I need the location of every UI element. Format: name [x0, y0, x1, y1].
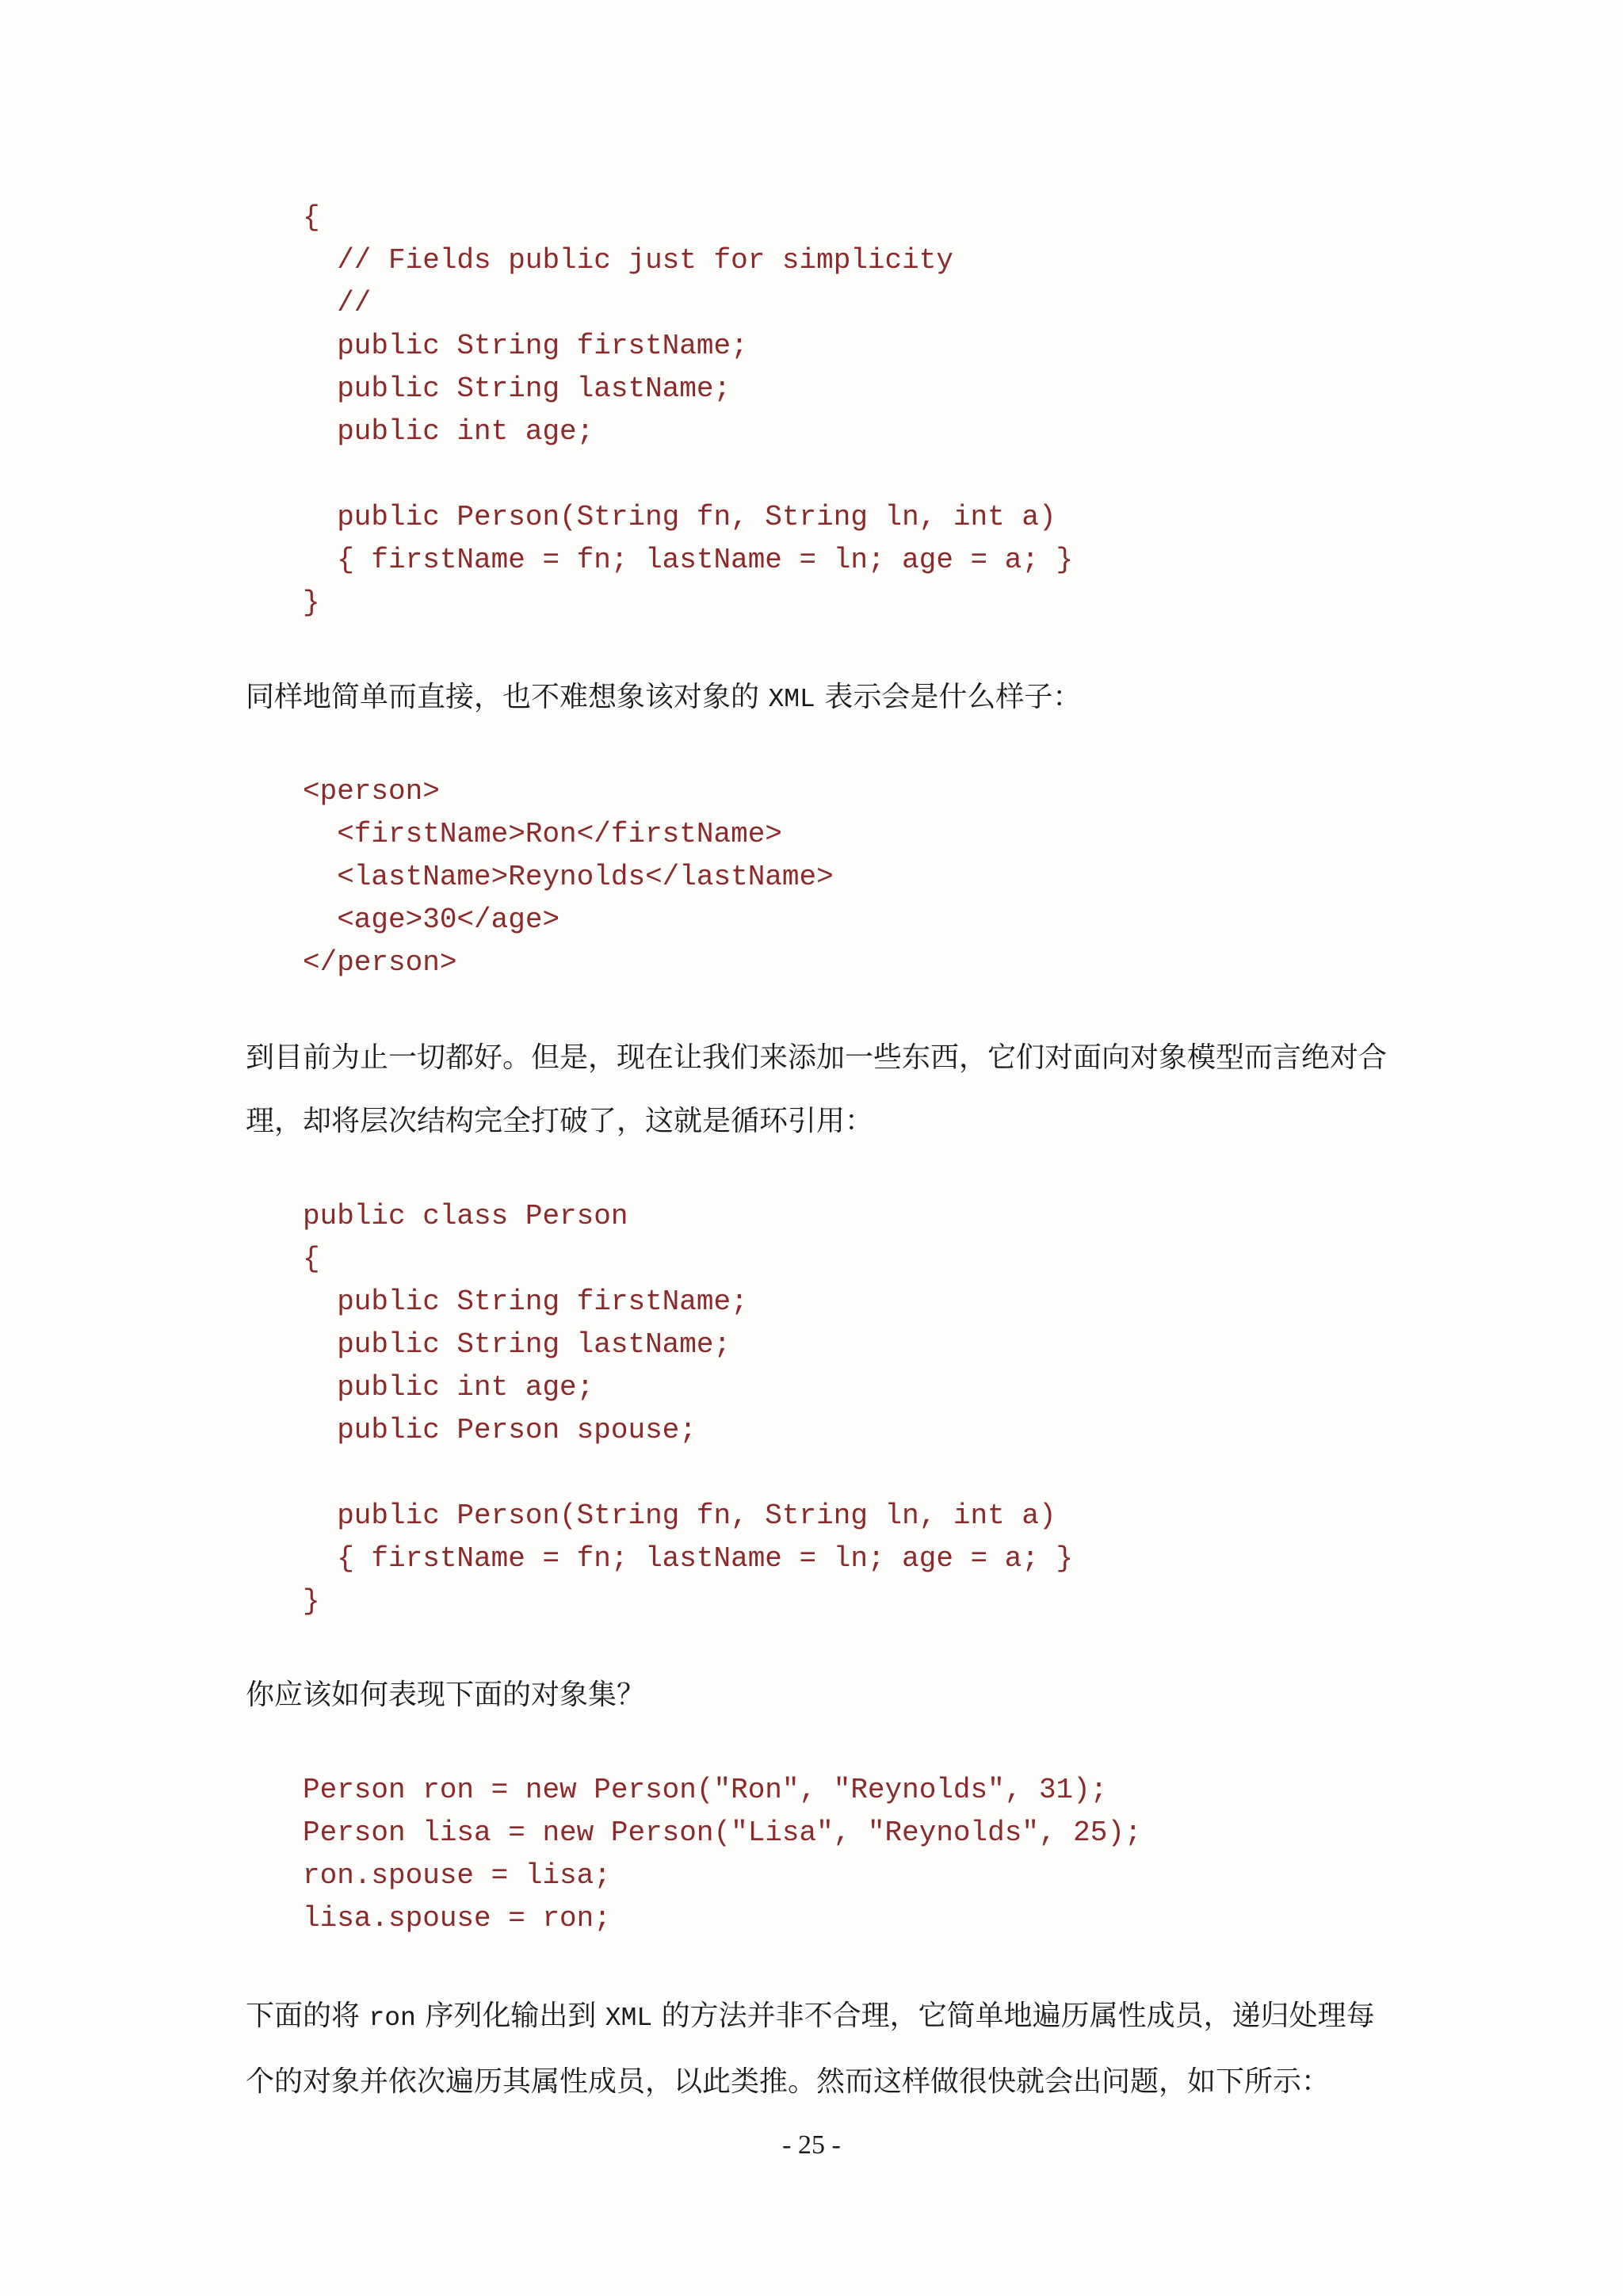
code-line: ron.spouse = lisa;: [303, 1859, 611, 1892]
code-line: </person>: [303, 946, 457, 979]
code-line: Person lisa = new Person("Lisa", "Reynolds", 25);: [303, 1817, 1142, 1849]
code-line: { firstName = fn; lastName = ln; age = a; }: [303, 544, 1074, 576]
code-line: public String firstName;: [303, 1286, 748, 1318]
code-block-person-class-spouse: [303, 1195, 1073, 1623]
inline-code: XML: [605, 2004, 653, 2033]
inline-code: XML: [768, 685, 815, 714]
code-block-object-instances: [303, 1769, 1142, 1940]
paragraph-xml-intro: [246, 666, 1387, 732]
code-line: public int age;: [303, 415, 594, 448]
paragraph-line: 你应该如何表现下面的对象集？: [246, 1679, 646, 1711]
code-block-person-xml: [303, 770, 834, 984]
code-line: lisa.spouse = ron;: [303, 1902, 611, 1935]
paragraph-line: 个的对象并依次遍历其属性成员，以此类推。然而这样做很快就会出问题，如下所示：: [246, 2065, 1331, 2098]
code-line: <firstName>Ron</firstName>: [303, 818, 782, 850]
paragraph-circular-reference: [246, 1026, 1387, 1153]
code-line: public Person(String fn, String ln, int a): [303, 1499, 1056, 1532]
paragraph-object-set-question: [246, 1664, 1387, 1727]
page-number: - 25 -: [782, 2130, 841, 2160]
code-line: // Fields public just for simplicity: [303, 244, 953, 277]
code-line: { firstName = fn; lastName = ln; age = a; }: [303, 1542, 1074, 1575]
paragraph-text: 序列化输出到: [415, 2000, 605, 2032]
code-line: public Person(String fn, String ln, int a): [303, 501, 1056, 533]
code-line: public class Person: [303, 1200, 628, 1232]
code-line: public String lastName;: [303, 372, 731, 405]
paragraph-text: 表示会是什么样子：: [815, 681, 1082, 713]
code-line: <age>30</age>: [303, 904, 560, 936]
paragraph-text: 同样地简单而直接，也不难想象该对象的: [246, 681, 769, 713]
paragraph-text: 的方法并非不合理，它简单地遍历属性成员，递归处理每: [652, 2000, 1375, 2032]
code-line: {: [303, 201, 320, 234]
code-line: <person>: [303, 775, 440, 808]
code-line: public int age;: [303, 1371, 594, 1404]
code-line: //: [303, 287, 372, 319]
code-line: {: [303, 1243, 320, 1275]
code-line: Person ron = new Person("Ron", "Reynolds", 31);: [303, 1774, 1108, 1806]
code-line: }: [303, 1585, 320, 1618]
paragraph-line: 理，却将层次结构完全打破了，这就是循环引用：: [246, 1105, 874, 1137]
code-line: public String firstName;: [303, 330, 748, 362]
code-block-person-class-fields: [303, 197, 1073, 625]
paragraph-text: 下面的将: [246, 2000, 369, 2032]
inline-code: ron: [369, 2004, 416, 2033]
code-line: }: [303, 586, 320, 619]
paragraph-serialization: [246, 1985, 1387, 2114]
code-line: public Person spouse;: [303, 1414, 697, 1446]
paragraph-line: 到目前为止一切都好。但是，现在让我们来添加一些东西，它们对面向对象模型而言绝对合: [246, 1041, 1388, 1074]
code-line: <lastName>Reynolds</lastName>: [303, 861, 834, 893]
code-line: public String lastName;: [303, 1328, 731, 1361]
